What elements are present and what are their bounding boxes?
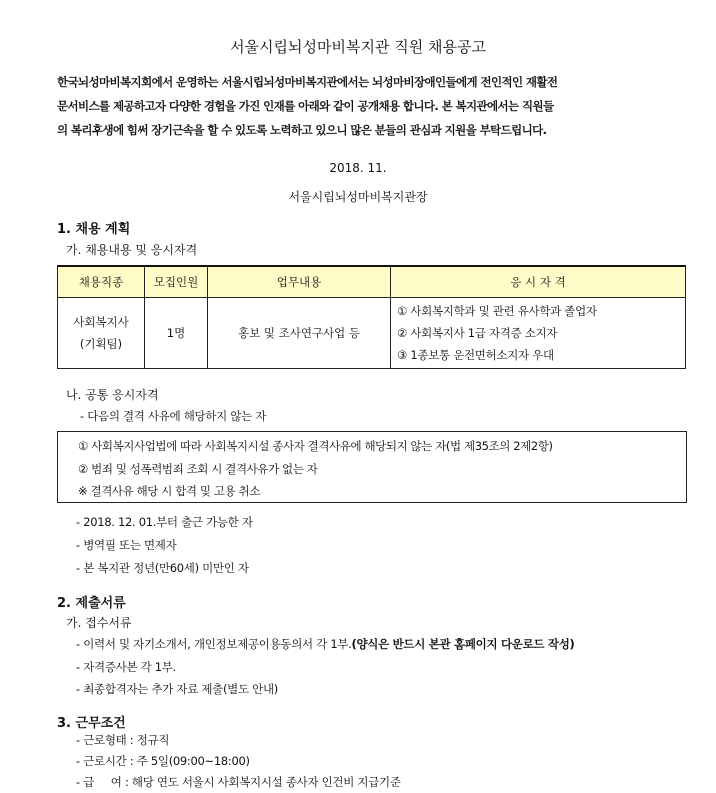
- box-item-3: ※ 결격사유 해당 시 합격 및 고용 취소: [78, 484, 260, 498]
- table-cell-quals: [391, 298, 686, 369]
- intro-line-2: 문서비스를 제공하고자 다양한 경험을 가진 인재를 아래와 같이 공개채용 합니다. 본 복지관에서는 직원들: [57, 99, 554, 113]
- table-row: [58, 298, 686, 369]
- table-cell-duty: 홍보 및 조사연구사업 등: [208, 298, 391, 369]
- page-title: 서울시립뇌성마비복지관 직원 채용공고: [230, 38, 486, 56]
- intro-line-3: 의 복리후생에 힘써 장기근속을 할 수 있도록 노력하고 있으니 많은 분들의 관심과 지원을 부탁드립니다.: [57, 123, 547, 137]
- section2-line-1: [76, 636, 575, 652]
- table-header-job: 채용직종: [58, 266, 145, 298]
- section2-heading: 2. 제출서류: [57, 596, 126, 611]
- section1-sub-b: 나. 공통 응시자격: [66, 388, 159, 402]
- box-item-1: ① 사회복지사업법에 따라 사회복지시설 종사자 결격사유에 해당되지 않는 자(법 제35조의 2제2항): [78, 439, 553, 453]
- intro-line-1: 한국뇌성마비복지회에서 운영하는 서울시립뇌성마비복지관에서는 뇌성마비장애인들에게 전인적인 재활전: [57, 75, 558, 89]
- extra-item-3: - 본 복지관 정년(만60세) 미만인 자: [76, 561, 249, 575]
- table-header-quals: 응 시 자 격: [391, 266, 686, 298]
- section3-heading: 3. 근무조건: [57, 716, 126, 731]
- section1-heading: 1. 채용 계획: [57, 222, 131, 237]
- section2-line-1-text: - 이력서 및 자기소개서, 개인정보제공이용동의서 각 1부.: [76, 637, 352, 651]
- section2-sub-a: 가. 접수서류: [66, 616, 132, 630]
- box-item-2: ② 범죄 및 성폭력범죄 조회 시 결격사유가 없는 자: [78, 462, 318, 476]
- qual-item-3: ③ 1종보통 운전면허소지자 우대: [397, 348, 554, 362]
- extra-item-1: - 2018. 12. 01.부터 출근 가능한 자: [76, 515, 253, 529]
- section2-item-1: - 자격증사본 각 1부.: [76, 660, 176, 674]
- table-cell-job: [58, 298, 145, 369]
- section2-line-1-note: (양식은 반드시 본관 홈페이지 다운로드 작성): [351, 637, 575, 651]
- job-team: (기획팀): [79, 337, 123, 351]
- table-header-count: 모집인원: [145, 266, 208, 298]
- section2-item-2: - 최종합격자는 추가 자료 제출(별도 안내): [76, 682, 278, 696]
- qual-item-2: ② 사회복지사 1급 자격증 소지자: [397, 326, 558, 340]
- section3-item-3: - 급 여 : 해당 연도 서울시 사회복지시설 종사자 인건비 지급기준: [76, 775, 401, 789]
- section3-item-1: - 근로형태 : 정규직: [76, 733, 170, 747]
- section1-sub-a: 가. 채용내용 및 응시자격: [66, 243, 198, 257]
- qual-item-1: ① 사회복지학과 및 관련 유사학과 졸업자: [397, 304, 597, 318]
- recruitment-table: [57, 265, 686, 369]
- notice-date: 2018. 11.: [329, 161, 387, 175]
- table-cell-count: 1명: [145, 298, 208, 369]
- disqualification-box: [57, 431, 687, 503]
- section3-item-2: - 근로시간 : 주 5일(09:00~18:00): [76, 754, 250, 768]
- job-title: 사회복지사: [73, 315, 129, 329]
- table-header-duty: 업무내용: [208, 266, 391, 298]
- signature: 서울시립뇌성마비복지관장: [288, 190, 428, 204]
- section1-sub-b-desc: - 다음의 결격 사유에 해당하지 않는 자: [80, 409, 267, 423]
- extra-item-2: - 병역필 또는 면제자: [76, 538, 177, 552]
- table-header-row: [58, 266, 686, 298]
